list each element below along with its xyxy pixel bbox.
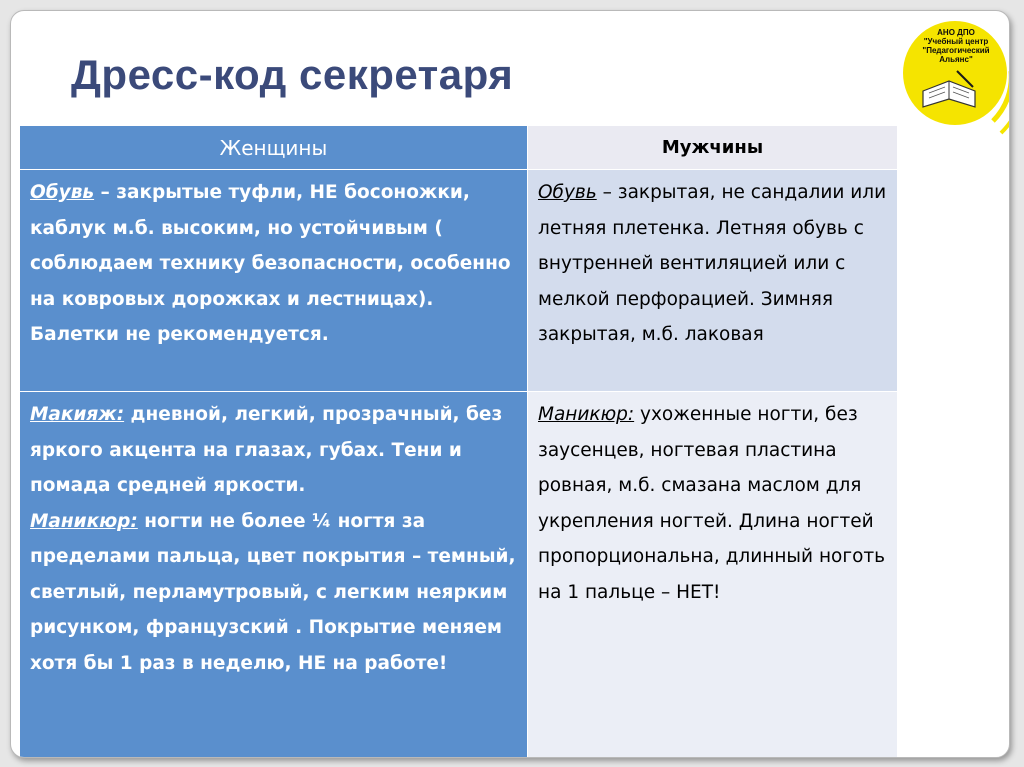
women-manicure-text: ногти не более ¼ ногтя за пределами пальца, цвет покрытия – темный, светлый, перламутровый, с легким неярким рисунком, французский . Покрытие меняем хотя бы 1 раз в неделю, НЕ на работе! — [30, 510, 516, 674]
women-manicure-label: Маникюр: — [30, 510, 138, 532]
women-makeup-text: дневной, легкий, прозрачный, без яркого акцента на глазах, губах. Тени и помада средней яркости. — [30, 404, 503, 496]
logo-line-2: "Учебный центр — [923, 37, 989, 46]
dress-code-table — [19, 125, 898, 758]
slide-title: Дресс-код секретаря — [71, 51, 514, 98]
cell-men-shoes — [528, 170, 898, 392]
women-shoes-text: – закрытые туфли, НЕ босоножки, каблук м.б. высоким, но устойчивым ( соблюдаем технику безопасности, особенно на ковровых дорожках и лестницах). Балетки не рекомендуется. — [30, 182, 511, 345]
men-manicure-text: ухоженные ногти, без заусенцев, ногтевая пластина ровная, м.б. смазана маслом для укрепления ногтей. Длина ногтей пропорциональна, длинный ноготь на 1 пальце – НЕТ! — [538, 404, 886, 603]
women-makeup-label: Макияж: — [30, 404, 125, 425]
women-shoes-label: Обувь — [30, 182, 95, 203]
logo-text — [911, 28, 1001, 64]
slide — [10, 10, 1010, 758]
table-header-row — [20, 126, 898, 170]
cell-women-shoes — [20, 170, 528, 392]
men-shoes-label: Обувь — [538, 182, 597, 203]
cell-women-grooming — [20, 392, 528, 759]
men-shoes-text: – закрытая, не сандалии или летняя плетенка. Летняя обувь с внутренней вентиляцией или с мелкой перфорацией. Зимняя закрытая, м.б. лаковая — [538, 182, 887, 345]
men-manicure-label: Маникюр: — [538, 404, 635, 425]
cell-men-manicure — [528, 392, 898, 759]
header-women: Женщины — [20, 126, 528, 170]
header-men: Мужчины — [528, 126, 898, 170]
table-row-shoes — [20, 170, 898, 392]
table-row-grooming — [20, 392, 898, 759]
logo-line-1: АНО ДПО — [937, 28, 975, 37]
logo-line-3: "Педагогический Альянс" — [922, 46, 990, 64]
